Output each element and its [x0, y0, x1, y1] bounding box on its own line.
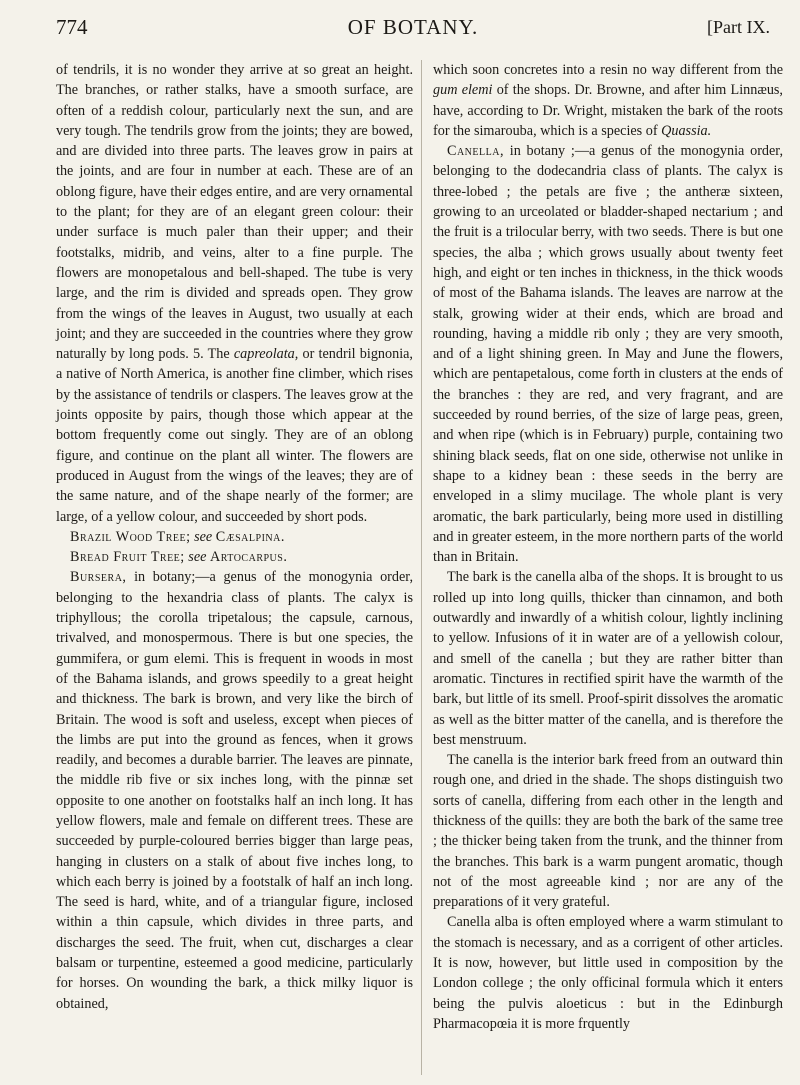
part-label: [Part IX. [707, 17, 770, 37]
capreolata-term: capreolata, [233, 346, 299, 363]
bread-fruit-entry [56, 547, 413, 567]
brazil-see: see [194, 528, 213, 545]
bread-see: see [188, 549, 207, 566]
bread-fruit-headword: Bread Fruit Tree; [70, 549, 185, 566]
bignonia-continuation [56, 60, 413, 527]
canella-interior-paragraph: The canella is the interior bark freed from an outward thin rough one, and dried in the shade. The shops distinguish two sorts of canella, differing from each other in the length and thickness of the quills: they are both the bark of the same tree ; the thicker being taken from the trunk, and the thinner from the branches. This bark is a warm pungent aromatic, though not of the most agreeable kind ; nor are any of the preparations of it very grateful. [433, 752, 783, 911]
canella-entry [433, 141, 783, 567]
bignonia-text-tail: or tendril bignonia, a native of North America, is another fine climber, which rises by the assistance of tendrils or claspers. The leaves grow at the joints opposite by pairs, though those which appear at the bottom frequently come out singly. They are of an oblong figure, and continue on the plant all winter. The flowers are produced in August from the wings of the leaves; they are of the same nature, and of the shape nearly of the former; are large, of a yellow colour, and succeeded by short pods. [56, 346, 413, 525]
bursera-entry [56, 567, 413, 1014]
canella-text: in botany ;—a genus of the monogynia order, belonging to the dodecandria class of plants. The calyx is three-lobed ; the petals are five ; the antheræ sixteen, growing to an urceolated or bladder-shaped nectarium ; and the fruit is a trilocular berry, with two seeds. There is but one species, the alba ; which grows usually about twenty feet high, and eight or ten inches in thickness, in the thick woods of most of the Bahama islands. The leaves are narrow at the stalk, growing wider at their ends, which are broad and rounding, having a middle rib only ; they are very smooth, and of a light shining green. In May and June the flowers, which are pentapetalous, come forth in clusters at the ends of the branches : they are red, and very fragrant, and are succeeded by round berries, of the size of large peas, green, and when ripe (which is in February) purple, containing two shining black seeds, flat on one side, otherwise not unlike in shape to a kidney bean : these seeds in the berry are enveloped in a slimy mucilage. The whole plant is very aromatic, the bark particularly, being more used in distilling and in greater esteem, in the more northern parts of the world than in Britain. [433, 143, 784, 566]
canella-headword: Canella, [447, 143, 505, 160]
quassia-term: Quassia. [661, 122, 712, 139]
brazil-wood-headword: Brazil Wood Tree; [70, 528, 191, 545]
bursera-continuation [433, 60, 783, 141]
right-column [433, 60, 783, 1034]
canella-bark-paragraph: The bark is the canella alba of the shops. It is brought to us rolled up into long quills, thicker than cinnamon, and both outwardly and inwardly of a whitish colour, lightly inclining to yellow. Infusions of it in water are of a yellowish colour, and smell of the canella ; but they are rather bitter than aromatic. Tinctures in rectified spirit have the warmth of the bark, but little of its smell. Proof-spirit dissolves the aromatic as well as the bitter matter of the canella, and is therefore the best menstruum. [433, 569, 783, 748]
brazil-wood-entry [56, 527, 413, 547]
column-rule [421, 60, 422, 1075]
running-title: OF BOTANY. [347, 15, 479, 39]
canella-use-paragraph: Canella alba is often employed where a warm stimulant to the stomach is necessary, and as a corrigent of other articles. It is now, however, but little used in composition by the London college ; the only officinal formula which it enters being the pulvis aloeticus : but in the Edinburgh Pharmacopœia it is more frquently [433, 914, 783, 1032]
bignonia-text: of tendrils, it is no wonder they arrive at so great an height. The branches, or rather stalks, have a smooth surface, are often of a reddish colour, particularly next the sun, and are very tough. The tendrils grow from the joints; they are bowed, and are divided into three parts. The leaves grow in pairs at the joints, and are four in number at each. These are of an oblong figure, have their edges entire, and are very ornamental to the plant; for they are of an elegant green colour: their under surface is much paler than their upper; and their footstalks, midrib, and veins, alter to a fine purple. The flowers are monopetalous and bell-shaped. The tube is very large, and the rim is divided and spreads open. They grow from the wings of the leaves in August, two usually at each joint; and they are succeeded in the countries where they grow naturally by long pods. 5. The [56, 62, 413, 363]
bursera-headword: Bursera, [70, 569, 127, 586]
running-head [56, 12, 770, 42]
gum-elemi-term: gum elemi [433, 82, 493, 99]
left-column [56, 60, 413, 1014]
bread-reference: Artocarpus. [209, 549, 288, 566]
resin-text-b: of the shops. Dr. Browne, and after him Linnæus, have, according to Dr. Wright, mistaken the bark of the roots for the simarouba, which is a species of [433, 82, 783, 139]
bursera-text: in botany;—a genus of the monogynia order, belonging to the hexandria class of plants. The calyx is triphyllous; the corolla tripetalous; the capsule, carnous, trivalved, and monospermous. There is but one species, the gummifera, or gum elemi. This is frequent in woods in most of the Bahama islands, and grows speedily to a great height and thickness. The bark is brown, and very like the birch of Britain. The wood is soft and useless, except when pieces of the limbs are put into the ground as fences, when it grows readily, and becomes a durable barrier. The leaves are pinnate, the middle rib five or six inches long, with the pinnæ set opposite to one another on footstalks half an inch long. It has yellow flowers, male and female on different trees. These are succeeded by purple-coloured berries bigger than large peas, hanging in clusters on a stalk of about five inches long, to which each berry is joined by a footstalk of half an inch long. The seed is hard, white, and of a triangular figure, inclosed within a thin capsule, which divides in three parts, and discharges the seed. The fruit, when cut, discharges a clear balsam or turpentine, esteemed a good medicine, particularly for horses. On wounding the bark, a thick milky liquor is obtained, [56, 569, 414, 1012]
page-number: 774 [56, 15, 88, 39]
brazil-reference: Cæsalpina. [215, 528, 285, 545]
resin-text: which soon concretes into a resin no way different from the [433, 62, 783, 78]
